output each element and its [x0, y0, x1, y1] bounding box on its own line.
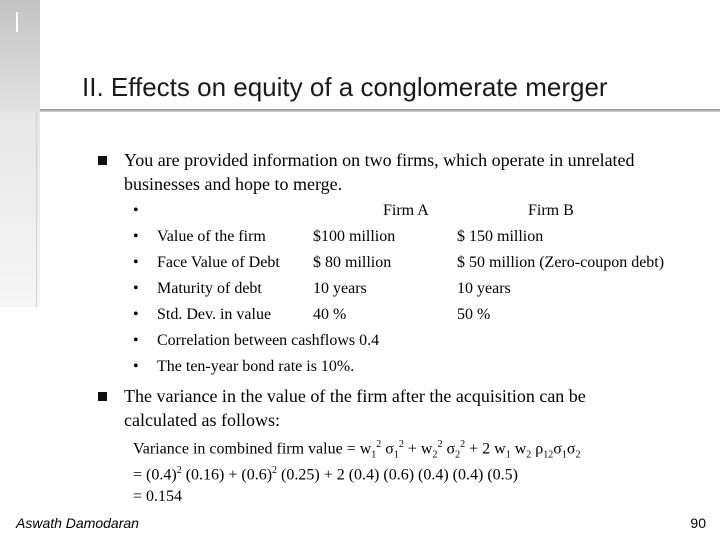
- formula-line1: Variance in combined firm value = $w_1^2$ $\sigma_1^2 + w_2^2$ $\sigma_2^2 + 2$ $w_1$ $w_2$ $\rho_{12}\sigma_1\sigma_2$: [133, 439, 581, 461]
- bullet2-line2: calculated as follows:: [124, 410, 280, 430]
- formula-lead: Variance in combined firm value = w: [133, 440, 372, 458]
- dot-bullet-icon: •: [133, 202, 139, 219]
- title-rule: [40, 109, 720, 112]
- header-firm-a: Firm A: [383, 202, 429, 219]
- square-bullet-icon: [98, 156, 107, 165]
- row-firm-a: 40 %: [313, 306, 347, 323]
- row-firm-b: 10 years: [457, 280, 511, 297]
- dot-bullet-icon: •: [133, 228, 139, 245]
- dot-bullet-icon: •: [133, 306, 139, 323]
- row-firm-a: 10 years: [313, 280, 367, 297]
- row-firm-b: 50 %: [457, 306, 491, 323]
- correlation-text: Correlation between cashflows 0.4: [157, 332, 380, 349]
- row-firm-b: $ 150 million: [457, 228, 544, 245]
- row-firm-b: $ 50 million (Zero-coupon debt): [457, 254, 665, 271]
- decorative-shade-edge: [0, 112, 37, 307]
- row-label: Value of the firm: [157, 228, 266, 245]
- row-label: Std. Dev. in value: [157, 306, 272, 323]
- formula-line3: = 0.154: [133, 488, 183, 505]
- page-number: 90: [690, 515, 706, 531]
- slide-title: II. Effects on equity of a conglomerate merger: [82, 72, 608, 102]
- footer-author: Aswath Damodaran: [16, 515, 139, 531]
- decorative-mark: [16, 12, 18, 32]
- bullet1-line1: You are provided information on two firms, which operate in unrelated: [124, 150, 635, 170]
- decorative-shade-top: [0, 0, 40, 112]
- row-label: Face Value of Debt: [157, 254, 280, 271]
- dot-bullet-icon: •: [133, 358, 139, 375]
- header-firm-b: Firm B: [528, 202, 574, 219]
- dot-bullet-icon: •: [133, 280, 139, 297]
- formula-line2-lead: = (0.4): [133, 466, 177, 484]
- bond-rate-text: The ten-year bond rate is 10%.: [157, 358, 355, 375]
- row-firm-a: $100 million: [313, 228, 396, 245]
- bullet2-line1: The variance in the value of the firm after the acquisition can be: [124, 386, 586, 406]
- bullet1-line2: businesses and hope to merge.: [124, 174, 343, 194]
- formula-line2: = $(0.4)^2$ $(0.16) + (0.6)^2$ (0.25) + 2 (0.4) (0.6) (0.4) (0.4) (0.5): [133, 465, 518, 484]
- square-bullet-icon: [98, 392, 107, 401]
- row-label: Maturity of debt: [157, 280, 262, 297]
- row-firm-a: $ 80 million: [313, 254, 392, 271]
- dot-bullet-icon: •: [133, 254, 139, 271]
- dot-bullet-icon: •: [133, 332, 139, 349]
